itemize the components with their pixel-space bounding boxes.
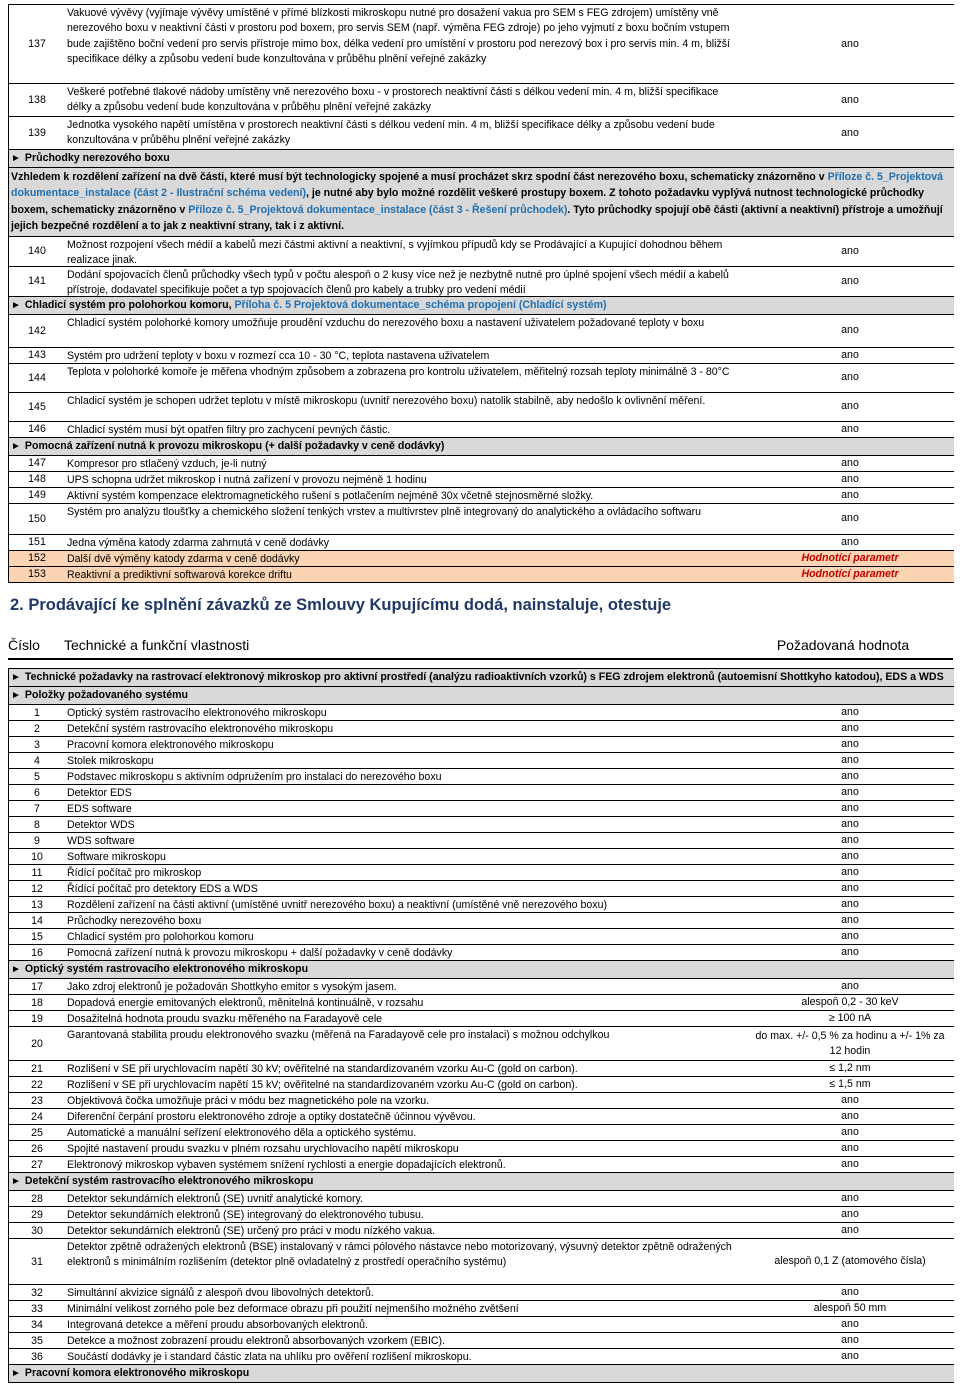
table-row (9, 1285, 954, 1301)
table-row (9, 237, 954, 267)
table-row (9, 535, 954, 551)
row-number: 30 (31, 1224, 43, 1237)
row-number: 28 (31, 1192, 43, 1205)
row-number: 152 (28, 552, 46, 565)
row-description: Objektivová čočka umožňuje práci v módu bez magnetického pole na vzorku. (67, 1095, 430, 1107)
row-required-value: ano (841, 1158, 859, 1171)
row-number: 36 (31, 1350, 43, 1363)
row-required-value: alespoň 0,1 Z (atomového čísla) (774, 1255, 926, 1268)
row-required-value: ano (841, 488, 859, 501)
row-required-value: ano (841, 126, 859, 139)
note-paragraph (9, 168, 954, 236)
row-number: 147 (28, 457, 46, 470)
section-header (9, 669, 946, 686)
table-row (9, 1109, 954, 1125)
row-number: 139 (28, 127, 46, 139)
row-description: Dodání spojovacích členů průchodky všech typů v počtu alespoň o 2 kusy více než je nezbytně nutné pro úplné spojení všech médií a kabelů přístroje, dodavatel specifikuje počet a typ spojovacích členů pro kabely a trubky pro vedení médií (67, 268, 729, 296)
row-number: 6 (34, 786, 40, 799)
row-required-value: ano (841, 882, 859, 895)
table-row (9, 1317, 954, 1333)
row-required-value: ano (841, 1110, 859, 1123)
row-description: Možnost rozpojení všech médií a kabelů mezi částmi aktivní a neaktivní, s vyjímkou přípudů kdy se Prodávající a Kupující dohodnou během realizace jinak. (67, 238, 723, 266)
row-description: Pomocná zařízení nutná k provozu mikroskopu + další požadavky v ceně dodávky (67, 947, 453, 959)
row-description: UPS schopna udržet mikroskop i nutná zařízení v provozu nejméně 1 hodinu (67, 473, 427, 486)
table-row (9, 117, 954, 150)
row-description: Systém pro analýzu tloušťky a chemického složení tenkých vrstev a multivrstev plně integrovaný do analytického a ovládacího softwaru (67, 505, 702, 518)
note-text: . Tyto průchodky spojují obě části (aktivní a neaktivní) přístroje a umožňují jejich bezpečné rozdělení a to jak z neaktivní strany, tak i z aktivní. (11, 203, 943, 233)
section-header-text: Detekční systém rastrovacího elektronového mikroskopu (24, 1175, 314, 1187)
table-row (9, 979, 954, 995)
table-row (9, 817, 954, 833)
row-number: 4 (34, 754, 40, 767)
row-description: Vakuové vývěvy (vyjímaje vývěvy umístěné v přímé blízkosti mikroskopu nutné pro dosažení vakua pro SEM s FEG zdrojem) umístěny vně nerezového boxu v neaktivní části v prostoru pod boxem, pro servis SEM (např. výměna FEG zdroje) po jeho vyjmutí z boxu bočním vstupem bude zajištěno boční vedení pro servis přístroje mimo box, délka vedení pro umístění v prostoru pod nerezový box i pro servis min. 4 m, bližší specifikace délky a způsobu vedení bude konzultována v průběhu plnění veřejné zakázky (67, 7, 731, 66)
row-description: Řídící počítač pro mikroskop (67, 867, 202, 879)
row-description: Systém pro udržení teploty v boxu v rozmezí cca 10 - 30 °C, teplota nastavena uživatelem (67, 349, 490, 362)
section-arrow-icon: ► (11, 1368, 21, 1379)
table-row (9, 995, 954, 1011)
table-row (9, 504, 954, 535)
row-number: 137 (28, 38, 46, 50)
row-required-value: ano (841, 770, 859, 783)
table-row (9, 753, 954, 769)
row-number: 26 (31, 1142, 43, 1155)
row-number: 33 (31, 1302, 43, 1315)
row-required-value: ano (841, 914, 859, 927)
row-required-value: ≤ 1,5 nm (829, 1078, 871, 1091)
table-row (9, 1349, 954, 1365)
table-row (9, 785, 954, 801)
row-description: Rozlišení v SE při urychlovacím napětí 15 kV; ověřitelné na standardizovaném vzorku Au-C (gold on carbon). (67, 1079, 578, 1091)
row-description: Detekce a možnost zobrazení proudu elektronů absorbovaných vzorkem (EBIC). (67, 1335, 446, 1347)
row-required-value: ano (841, 1286, 859, 1299)
row-required-value: ano (841, 866, 859, 879)
note-text: , je nutné aby bylo možné rozdělit veškeré prostupy boxem. Z tohoto požadavku vyplývá nutnost technologické průchodky boxem, schematicky znázorněno v (11, 187, 925, 216)
section-header-text: Pracovní komora elektronového mikroskopu (24, 1367, 250, 1379)
row-number: 144 (28, 371, 46, 384)
row-required-value: ano (841, 371, 859, 384)
row-required-value: ≥ 100 nA (828, 1012, 872, 1025)
row-required-value: ano (841, 980, 859, 993)
row-number: 7 (34, 802, 40, 815)
row-number: 9 (34, 834, 40, 847)
row-required-value: ano (841, 535, 859, 548)
row-description: Detekční systém rastrovacího elektronového mikroskopu (67, 723, 334, 735)
row-required-value: alespoň 0,2 - 30 keV (801, 996, 899, 1009)
section-header (9, 1365, 251, 1382)
row-required-value: ano (841, 512, 859, 525)
row-required-value: ano (841, 244, 859, 257)
table-row (9, 456, 954, 472)
attachment-link[interactable]: Příloze č. 5_Projektová dokumentace_instalace (část 2 - Ilustrační schéma vedení) (11, 171, 943, 200)
row-required-value: Hodnotící parametr (801, 567, 899, 580)
table-row (9, 84, 954, 117)
note-text: Vzhledem k rozdělení zařízení na dvě části, které musí být technologicky spojené a musí procházet skrz spodní část nerezového boxu, schematicky znázorněno v (11, 171, 828, 183)
row-description: Průchodky nerezového boxu (67, 915, 202, 927)
row-description: Řídící počítač pro detektory EDS a WDS (67, 883, 258, 895)
row-required-value: ano (841, 274, 859, 287)
row-required-value: ano (841, 1094, 859, 1107)
row-required-value: ano (841, 400, 859, 413)
row-description: WDS software (67, 835, 135, 847)
row-number: 141 (28, 275, 46, 288)
row-description: Garantovaná stabilita proudu elektronového svazku (měřená na Faradayově cele pro instalaci) s možnou odchylkou (67, 1029, 610, 1041)
row-required-value: ano (841, 738, 859, 751)
row-description: Chladicí systém polohorké komory umožňuje proudění vzduchu do nerezového boxu a nastavení uživatelem požadované teploty v boxu (67, 316, 705, 329)
table-row (9, 5, 954, 84)
header-properties: Technické a funkční vlastnosti (64, 637, 250, 653)
section-header-row (9, 1365, 954, 1383)
row-required-value: ano (841, 456, 859, 469)
row-description: Minimální velikost zorného pole bez deformace obrazu při použití nejmenšího možného zvětšení (67, 1303, 519, 1315)
table-row (9, 865, 954, 881)
row-number: 5 (34, 770, 40, 783)
row-description: Jednotka vysokého napětí umístěna v prostorech neaktivní části s délkou vedení min. 4 m, bližší specifikace délky a způsobu vedení bude konzultována v průběhu plnění veřejné zakázky (67, 119, 715, 147)
row-description: Pracovní komora elektronového mikroskopu (67, 739, 274, 751)
row-description: Kompresor pro stlačený vzduch, je-li nutný (67, 457, 267, 470)
table-row (9, 551, 954, 567)
header-number: Číslo (8, 637, 40, 653)
table-row (9, 267, 954, 297)
row-number: 151 (28, 536, 46, 549)
row-required-value: ano (841, 37, 859, 50)
table-row (9, 833, 954, 849)
row-number: 153 (28, 568, 46, 581)
row-description: Podstavec mikroskopu s aktivním odpružením pro instalaci do nerezového boxu (67, 771, 442, 783)
row-number: 34 (31, 1318, 43, 1331)
section-header-text: Položky požadovaného systému (24, 689, 188, 701)
section-header-row (9, 150, 954, 168)
row-required-value: ano (841, 946, 859, 959)
row-number: 10 (31, 850, 43, 863)
table-row (9, 769, 954, 785)
table-row (9, 1191, 954, 1207)
table-row (9, 567, 954, 583)
row-description: Detektor sekundárních elektronů (SE) uvnitř analytické komory. (67, 1193, 363, 1205)
requirements-table-part2 (8, 668, 954, 1383)
row-description: Optický systém rastrovacího elektronového mikroskopu (67, 707, 327, 719)
row-description: Rozdělení zařízení na části aktivní (umístěné uvnitř nerezového boxu) a neaktivní (umístěné vně nerezového boxu) (67, 899, 607, 911)
section-arrow-icon: ► (11, 964, 21, 975)
section-arrow-icon: ► (11, 440, 21, 452)
section-header (9, 150, 172, 167)
row-number: 13 (31, 898, 43, 911)
row-description: Elektronový mikroskop vybaven systémem snížení rychlosti a energie dopadajících elektronů. (67, 1159, 506, 1171)
row-description: Software mikroskopu (67, 851, 166, 863)
row-description: Rozlišení v SE při urychlovacím napětí 30 kV; ověřitelné na standardizovaném vzorku Au-C (gold on carbon). (67, 1063, 578, 1075)
table-row (9, 315, 954, 348)
attachment-link[interactable]: Příloha č. 5 Projektová dokumentace_schéma propojení (Chladící systém) (234, 298, 607, 311)
row-number: 14 (31, 914, 43, 927)
table-row (9, 364, 954, 393)
row-number: 146 (28, 423, 46, 436)
row-required-value: ano (841, 1208, 859, 1221)
row-description: Chladicí systém musí být opatřen filtry pro zachycení pevných částic. (67, 423, 391, 436)
row-description: Detektor zpětně odražených elektronů (BSE) instalovaný v rámci pólového nástavce nebo motorizovaný, výsuvný detektor zpětně odražených elektronů s minimálním rozlišením (detektor plně ovladatelný z prostředí operačního systému) (67, 1241, 732, 1269)
row-number: 8 (34, 818, 40, 831)
section-arrow-icon: ► (11, 1176, 21, 1187)
row-number: 20 (31, 1037, 43, 1050)
row-number: 143 (28, 349, 46, 362)
row-required-value: alespoň 50 mm (813, 1302, 887, 1315)
table-row (9, 705, 954, 721)
section-header-row (9, 1173, 954, 1191)
row-description: Reaktivní a prediktivní softwarová korekce driftu (67, 568, 292, 581)
row-description: Simultánní akvizice signálů z alespoň dvou libovolných detektorů. (67, 1287, 374, 1299)
section-header (9, 961, 310, 978)
row-required-value: ano (841, 818, 859, 831)
table-row (9, 881, 954, 897)
row-number: 15 (31, 930, 43, 943)
note-paragraph-row (9, 168, 954, 237)
table-row (9, 393, 954, 422)
row-required-value: ano (841, 722, 859, 735)
row-description: Teplota v polohorké komoře je měřena vhodným způsobem a zobrazena pro kontrolu uživatelem, měřitelný rozsah teploty minimálně 3 - 80°C (67, 365, 730, 378)
row-description: Chladicí systém je schopen udržet teplotu v místě mikroskopu (uvnitř nerezového boxu) natolik stabilně, aby nedošlo k ovlivnění měření. (67, 394, 706, 407)
row-number: 12 (31, 882, 43, 895)
table-row (9, 1301, 954, 1317)
row-description: Stolek mikroskopu (67, 755, 154, 767)
table-row (9, 721, 954, 737)
row-number: 31 (31, 1255, 43, 1268)
row-required-value: ano (841, 754, 859, 767)
section-header (9, 1173, 315, 1190)
row-description: Integrovaná detekce a měření proudu absorbovaných elektronů. (67, 1319, 368, 1331)
requirements-table-part1 (8, 4, 954, 583)
row-required-value: ano (841, 1350, 859, 1363)
table-row (9, 1207, 954, 1223)
section-header-row (9, 438, 954, 456)
row-number: 17 (31, 980, 43, 993)
row-description: Automatické a manuální seřízení elektronového děla a optického systému. (67, 1127, 417, 1139)
table-row (9, 1157, 954, 1173)
row-required-value: ano (841, 786, 859, 799)
section-header-text: Chladicí systém pro polohorkou komoru, (24, 298, 235, 311)
section-header-text: Pomocná zařízení nutná k provozu mikroskopu (+ další požadavky v ceně dodávky) (24, 439, 445, 452)
row-number: 150 (28, 512, 46, 525)
row-description: Diferenční čerpání prostoru elektronového zdroje a optiky dostatečně účinnou vývěvou. (67, 1111, 476, 1123)
row-required-value: ano (841, 930, 859, 943)
table-row (9, 1239, 954, 1285)
row-number: 29 (31, 1208, 43, 1221)
header-required-value: Požadovaná hodnota (776, 637, 910, 653)
table-header (8, 632, 953, 660)
table-row (9, 472, 954, 488)
row-description: Detektor WDS (67, 819, 135, 831)
row-required-value: ano (841, 1142, 859, 1155)
row-description: Detektor EDS (67, 787, 132, 799)
row-required-value: ano (841, 472, 859, 485)
row-description: Detektor sekundárních elektronů (SE) určený pro práci v modu nízkého vakua. (67, 1225, 436, 1237)
row-number: 2 (34, 722, 40, 735)
section-header (9, 438, 446, 455)
row-required-value: ano (841, 850, 859, 863)
row-number: 11 (31, 866, 43, 879)
table-row (9, 1093, 954, 1109)
row-required-value: ano (841, 706, 859, 719)
table-row (9, 929, 954, 945)
row-required-value: ano (841, 898, 859, 911)
row-number: 18 (31, 996, 43, 1009)
row-number: 27 (31, 1158, 43, 1171)
row-required-value: ano (841, 422, 859, 435)
table-row (9, 1333, 954, 1349)
table-row (9, 1077, 954, 1093)
row-description: Jako zdroj elektronů je požadován Shottkyho emitor s vysokým jasem. (67, 981, 397, 993)
row-description: Dosažitelná hodnota proudu svazku měřeného na Faradayově cele (67, 1013, 383, 1025)
row-number: 3 (34, 738, 40, 751)
table-row (9, 737, 954, 753)
table-row (9, 1223, 954, 1239)
section-header (9, 297, 609, 314)
row-required-value: ano (841, 1318, 859, 1331)
row-number: 138 (28, 94, 46, 106)
section-arrow-icon: ► (11, 299, 21, 311)
row-number: 32 (31, 1286, 43, 1299)
row-number: 149 (28, 489, 46, 502)
row-number: 23 (31, 1094, 43, 1107)
table-row (9, 1061, 954, 1077)
table-row (9, 1011, 954, 1027)
table-row (9, 897, 954, 913)
section-header-text: Technické požadavky na rastrovací elektronový mikroskop pro aktivní prostředí (analýzu radioaktivních vzorků) s FEG zdrojem elektronů (autoemisní Shottkyho katodou), EDS a WDS (24, 671, 944, 683)
table-row (9, 422, 954, 438)
row-number: 22 (31, 1078, 43, 1091)
row-description: Aktivní systém kompenzace elektromagnetického rušení s potlačením nejméně 30x včetně stejnosměrné složky. (67, 489, 594, 502)
row-required-value: ano (841, 834, 859, 847)
row-required-value: ano (841, 1224, 859, 1237)
row-required-value: ano (841, 1126, 859, 1139)
section-header-row (9, 297, 954, 315)
row-number: 1 (34, 706, 40, 719)
row-number: 142 (28, 324, 46, 337)
row-description: Detektor sekundárních elektronů (SE) integrovaný do elektronového tubusu. (67, 1209, 424, 1221)
section-header-text: Průchodky nerezového boxu (24, 152, 170, 164)
row-required-value: Hodnotící parametr (801, 551, 899, 564)
section-header (9, 687, 190, 704)
section-arrow-icon: ► (11, 153, 21, 164)
section-header-row (9, 687, 954, 705)
row-required-value: ≤ 1,2 nm (829, 1062, 871, 1075)
row-number: 25 (31, 1126, 43, 1139)
row-required-value: ano (841, 1334, 859, 1347)
row-number: 35 (31, 1334, 43, 1347)
table-row (9, 849, 954, 865)
table-row (9, 348, 954, 364)
row-description: Součástí dodávky je i standard částic zlata na uhlíku pro ověření rozlišení mikroskopu. (67, 1351, 472, 1363)
table-row (9, 488, 954, 504)
table-row (9, 1027, 954, 1061)
row-number: 24 (31, 1110, 43, 1123)
attachment-link[interactable]: Příloze č. 5_Projektová dokumentace_instalace (část 3 - Řešení průchodek) (188, 203, 568, 216)
row-required-value: ano (841, 802, 859, 815)
row-number: 140 (28, 245, 46, 258)
row-number: 16 (31, 946, 43, 959)
row-description: Jedna výměna katody zdarma zahrnutá v ceně dodávky (67, 536, 330, 549)
row-description: EDS software (67, 803, 132, 815)
section-header-row (9, 961, 954, 979)
section-arrow-icon: ► (11, 672, 21, 683)
row-number: 19 (31, 1012, 43, 1025)
row-description: Veškeré potřebné tlakové nádoby umístěny vně nerezového boxu - v prostorech neaktivní části s délkou vedení min. 4 m, bližší specifikace délky a způsobu vedení bude konzultována v průběhu plnění veřejné zakázky (67, 86, 719, 114)
row-required-value: ano (841, 93, 859, 106)
table-row (9, 1141, 954, 1157)
row-description: Spojité nastavení proudu svazku v plném rozsahu urychlovacího napětí mikroskopu (67, 1143, 459, 1155)
row-required-value: ano (841, 348, 859, 361)
section-arrow-icon: ► (11, 690, 21, 701)
row-number: 148 (28, 473, 46, 486)
row-required-value: do max. +/- 0,5 % za hodinu a +/- 1% za 12 hodin (755, 1029, 945, 1057)
section-header-text: Optický systém rastrovacího elektronového mikroskopu (24, 963, 309, 975)
row-description: Další dvě výměny katody zdarma v ceně dodávky (67, 552, 300, 565)
row-description: Chladicí systém pro polohorkou komoru (67, 931, 254, 943)
row-number: 145 (28, 400, 46, 413)
section-header-row (9, 669, 954, 687)
row-description: Dopadová energie emitovaných elektronů, měnitelná kontinuálně, v rozsahu (67, 997, 424, 1009)
table-row (9, 801, 954, 817)
row-number: 21 (31, 1062, 43, 1075)
table-row (9, 1125, 954, 1141)
table-row (9, 913, 954, 929)
row-required-value: ano (841, 1192, 859, 1205)
row-required-value: ano (841, 324, 859, 337)
table-row (9, 945, 954, 961)
section-2-heading: 2. Prodávající ke splnění závazků ze Smlouvy Kupujícímu dodá, nainstaluje, otestuje (10, 596, 672, 614)
